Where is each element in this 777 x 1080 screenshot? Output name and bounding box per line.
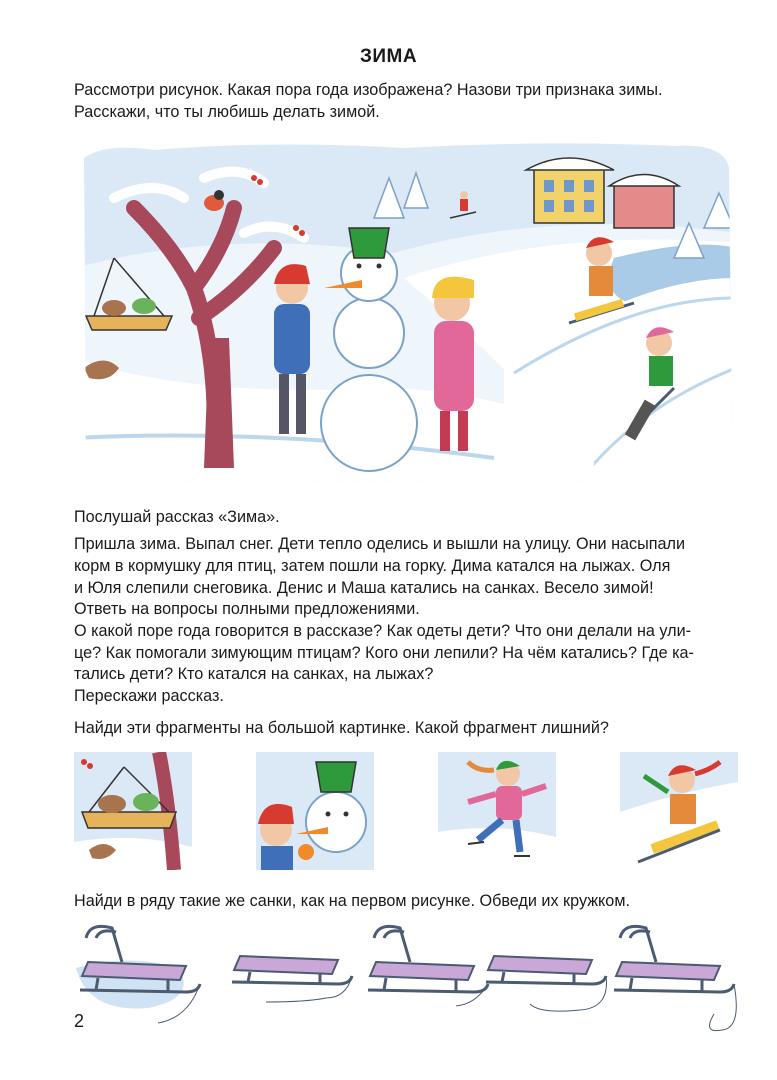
sled-flat-icon [486, 956, 606, 1011]
intro-line-2: Расскажи, что ты любишь делать зимой. [74, 103, 380, 121]
retell-line: Перескажи рассказ. [74, 687, 224, 705]
sled-flat-icon [232, 956, 352, 1002]
story-line-1: Пришла зима. Выпал снег. Дети тепло оделись и вышли на улицу. Они насыпали [74, 535, 686, 553]
sleds-task: Найди в ряду такие же санки, как на первом рисунке. Обведи их кружком. [74, 892, 630, 910]
sleds-row [68, 918, 748, 1036]
sled-with-back-icon [368, 926, 488, 1006]
listen-line: Послушай рассказ «Зима». [74, 508, 280, 526]
questions-line-3: тались дети? Кто катался на санках, на лыжах? [74, 665, 434, 683]
story-line-2: корм в кормушку для птиц, затем пошли на горку. Дима катался на лыжах. Оля [74, 557, 671, 575]
answer-line: Ответь на вопросы полными предложениями. [74, 600, 420, 618]
fragments-task: Найди эти фрагменты на большой картинке. Какой фрагмент лишний? [74, 719, 609, 737]
intro-line-1: Рассмотри рисунок. Какая пора года изображена? Назови три признака зимы. [74, 81, 663, 99]
sled-with-back-icon [614, 926, 736, 1030]
story-line-3: и Юля слепили снеговика. Денис и Маша катались на санках. Весело зимой! [74, 579, 654, 597]
page-number: 2 [74, 1011, 85, 1031]
questions-line-1: О какой поре года говорится в рассказе? Как одеты дети? Что они делали на ули- [74, 622, 692, 640]
questions-line-2: це? Как помогали зимующим птицам? Кого они лепили? На чём катались? Где ка- [74, 644, 694, 662]
sled-with-back-icon [76, 926, 200, 1023]
page-title: ЗИМА [359, 46, 418, 67]
ice-skater-fragment [438, 752, 556, 870]
boy-sledding-fragment [620, 752, 738, 870]
winter-scene-illustration [74, 138, 736, 488]
bird-feeder-fragment [74, 752, 192, 870]
girl-snowman-fragment [256, 752, 374, 870]
